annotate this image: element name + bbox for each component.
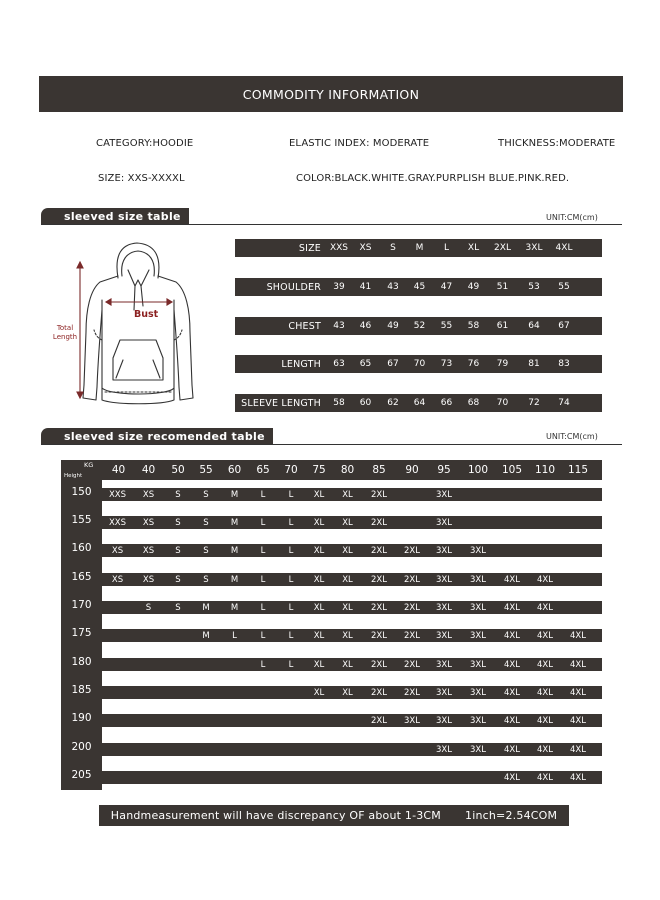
rec-cell: XXS xyxy=(108,489,127,500)
rec-row-190 xyxy=(102,714,602,727)
weight-header: 115 xyxy=(567,464,589,476)
rec-cell: S xyxy=(175,574,181,585)
rec-row-200 xyxy=(102,743,602,756)
weight-header: 65 xyxy=(256,464,270,476)
rec-cell: M xyxy=(230,517,239,528)
rec-cell: XL xyxy=(342,574,353,585)
rec-cell: 2XL xyxy=(371,489,387,500)
rec-row-160 xyxy=(102,544,602,557)
rec-cell: 3XL xyxy=(436,744,452,755)
banner-title: COMMODITY INFORMATION xyxy=(242,86,420,102)
weight-header: 60 xyxy=(227,464,242,476)
rec-cell: 4XL xyxy=(537,630,553,641)
size-cell: 63 xyxy=(333,359,345,369)
rec-cell: 3XL xyxy=(436,545,452,556)
size-row-label: SLEEVE LENGTH xyxy=(241,397,321,409)
rec-cell: L xyxy=(260,489,266,500)
rec-cell: 2XL xyxy=(371,630,387,641)
rec-cell: XL xyxy=(313,545,325,556)
weight-header: 80 xyxy=(340,464,355,476)
size-row-size xyxy=(235,239,602,257)
measurement-note xyxy=(99,805,569,826)
rec-cell: L xyxy=(288,545,294,556)
size-cell: L xyxy=(443,243,449,253)
rec-cell: XS xyxy=(142,489,155,500)
rec-cell: 2XL xyxy=(371,659,387,670)
size-row-shoulder xyxy=(235,278,602,296)
rec-cell: 4XL xyxy=(504,602,520,613)
size-table-rule xyxy=(41,224,622,225)
size-cell: 73 xyxy=(440,359,453,369)
rec-cell: XL xyxy=(313,489,325,500)
rec-cell: 3XL xyxy=(436,659,452,670)
rec-cell: 4XL xyxy=(504,574,520,585)
size-table-tab-label: sleeved size table xyxy=(64,210,181,223)
size-range-info: SIZE: XXS-XXXXL xyxy=(98,173,185,184)
size-cell: 70 xyxy=(496,398,509,408)
size-cell: 60 xyxy=(359,398,372,408)
weight-header: 55 xyxy=(199,464,213,476)
rec-cell: L xyxy=(260,602,266,613)
rec-cell: XL xyxy=(313,602,325,613)
inch-conversion: 1inch=2.54COM xyxy=(465,809,558,822)
size-row-label: LENGTH xyxy=(281,358,321,370)
weight-header: 100 xyxy=(467,464,489,476)
total-length-label-line2: Length xyxy=(52,333,78,341)
rec-row-175 xyxy=(102,629,602,642)
rec-cell: XL xyxy=(313,630,325,641)
rec-cell: 4XL xyxy=(537,772,553,783)
rec-cell: 4XL xyxy=(537,659,553,670)
rec-cell: M xyxy=(230,545,239,556)
rec-cell: L xyxy=(288,659,294,670)
rec-cell: 4XL xyxy=(570,715,586,726)
rec-cell: L xyxy=(260,574,266,585)
rec-cell: 3XL xyxy=(436,517,452,528)
rec-cell: 2XL xyxy=(404,574,420,585)
rec-cell: 3XL xyxy=(470,744,486,755)
rec-cell: 4XL xyxy=(504,744,520,755)
size-cell: 4XL xyxy=(555,243,573,253)
weight-header: 40 xyxy=(141,464,156,476)
weight-header: 95 xyxy=(437,464,451,476)
rec-cell: 3XL xyxy=(404,715,420,726)
rec-cell: S xyxy=(203,517,209,528)
rec-table-tab-label: sleeved size recomended table xyxy=(64,430,265,443)
size-cell: 76 xyxy=(467,359,480,369)
size-cell: S xyxy=(390,243,396,253)
size-cell: 51 xyxy=(496,282,509,292)
rec-cell: 4XL xyxy=(504,659,520,670)
rec-cell: L xyxy=(260,517,266,528)
rec-cell: 4XL xyxy=(537,687,553,698)
rec-cell: 2XL xyxy=(404,687,420,698)
size-cell: 58 xyxy=(467,321,480,331)
rec-cell: 4XL xyxy=(504,772,520,783)
rec-row-180 xyxy=(102,658,602,671)
size-cell: 72 xyxy=(528,398,540,408)
rec-cell: L xyxy=(288,489,294,500)
rec-cell: 2XL xyxy=(371,715,387,726)
rec-cell: 2XL xyxy=(371,602,387,613)
size-cell: 55 xyxy=(440,321,453,331)
rec-cell: XL xyxy=(342,489,353,500)
rec-table-rule xyxy=(41,444,622,445)
rec-cell: 3XL xyxy=(436,630,452,641)
rec-cell: L xyxy=(288,574,294,585)
rec-cell: XS xyxy=(142,574,155,585)
height-value: 150 xyxy=(71,486,92,498)
rec-cell: 4XL xyxy=(504,630,520,641)
weight-header: 85 xyxy=(372,464,386,476)
size-cell: 3XL xyxy=(525,243,543,253)
rec-cell: XS xyxy=(111,545,124,556)
size-cell: 49 xyxy=(467,282,480,292)
rec-cell: 3XL xyxy=(436,602,452,613)
rec-cell: S xyxy=(175,517,181,528)
size-cell: 67 xyxy=(558,321,570,331)
rec-row-170 xyxy=(102,601,602,614)
height-value: 180 xyxy=(71,656,92,668)
weight-header: 70 xyxy=(284,464,298,476)
rec-cell: 2XL xyxy=(404,602,420,613)
color-info: COLOR:BLACK.WHITE.GRAY.PURPLISH BLUE.PINK.RED. xyxy=(296,173,570,184)
rec-cell: 2XL xyxy=(404,659,420,670)
kg-label: KG xyxy=(84,461,94,469)
rec-cell: XL xyxy=(342,687,353,698)
rec-row-155 xyxy=(102,516,602,529)
rec-cell: 2XL xyxy=(404,630,420,641)
rec-cell: L xyxy=(232,630,237,641)
rec-cell: L xyxy=(288,630,294,641)
rec-cell: 2XL xyxy=(371,545,387,556)
size-cell: 61 xyxy=(496,321,509,331)
rec-cell: 2XL xyxy=(371,574,387,585)
rec-cell: 3XL xyxy=(436,489,452,500)
rec-cell: 4XL xyxy=(570,687,586,698)
rec-cell: L xyxy=(288,602,294,613)
rec-cell: XXS xyxy=(108,517,127,528)
weight-header-row xyxy=(61,460,602,480)
size-table-unit: UNIT:CM(cm) xyxy=(546,213,598,222)
rec-cell: XL xyxy=(342,545,353,556)
size-cell: 49 xyxy=(387,321,399,331)
size-row-label: CHEST xyxy=(288,320,321,332)
size-cell: 65 xyxy=(359,359,372,369)
size-cell: 66 xyxy=(440,398,453,408)
size-cell: 62 xyxy=(387,398,399,408)
height-value: 170 xyxy=(71,599,92,611)
rec-cell: M xyxy=(202,602,210,613)
size-cell: M xyxy=(415,243,424,253)
size-cell: 47 xyxy=(440,282,453,292)
elastic-info: ELASTIC INDEX: MODERATE xyxy=(289,138,430,149)
rec-cell: 4XL xyxy=(537,715,553,726)
rec-cell: S xyxy=(175,545,181,556)
rec-cell: 3XL xyxy=(436,715,452,726)
size-cell: XS xyxy=(359,243,372,253)
rec-cell: M xyxy=(230,489,239,500)
rec-cell: S xyxy=(203,545,209,556)
size-row-chest xyxy=(235,317,602,335)
rec-cell: S xyxy=(203,574,209,585)
rec-cell: 4XL xyxy=(570,659,586,670)
rec-cell: 3XL xyxy=(470,659,486,670)
rec-cell: S xyxy=(175,489,181,500)
height-value: 190 xyxy=(71,712,92,724)
category-info: CATEGORY:HOODIE xyxy=(96,138,194,149)
rec-cell: 3XL xyxy=(470,574,486,585)
height-value: 200 xyxy=(71,741,92,753)
rec-cell: XS xyxy=(111,574,124,585)
rec-cell: S xyxy=(175,602,181,613)
rec-cell: M xyxy=(230,602,239,613)
size-row-sleeve-length xyxy=(235,394,602,412)
size-cell: XL xyxy=(467,243,480,253)
weight-header: 40 xyxy=(111,464,126,476)
rec-cell: 3XL xyxy=(470,602,486,613)
size-cell: 83 xyxy=(558,359,570,369)
rec-cell: 3XL xyxy=(436,687,452,698)
height-value: 165 xyxy=(71,571,92,583)
rec-cell: L xyxy=(260,630,266,641)
size-cell: 43 xyxy=(387,282,399,292)
size-row-label: SIZE xyxy=(298,242,321,254)
size-cell: 43 xyxy=(333,321,345,331)
weight-header: 110 xyxy=(534,464,556,476)
rec-cell: XS xyxy=(142,517,155,528)
rec-cell: XL xyxy=(342,659,353,670)
size-cell: 64 xyxy=(528,321,540,331)
rec-cell: 2XL xyxy=(371,517,387,528)
size-table-tab xyxy=(41,208,189,225)
size-cell: XXS xyxy=(329,243,349,253)
rec-cell: XL xyxy=(342,517,353,528)
bust-label: Bust xyxy=(134,309,159,320)
thickness-info: THICKNESS:MODERATE xyxy=(498,138,616,149)
rec-cell: S xyxy=(145,602,152,613)
rec-cell: 3XL xyxy=(470,715,486,726)
size-cell: 2XL xyxy=(494,243,511,253)
height-value: 175 xyxy=(71,627,92,639)
size-cell: 81 xyxy=(528,359,540,369)
rec-cell: XL xyxy=(313,687,325,698)
size-cell: 64 xyxy=(413,398,426,408)
rec-cell: 3XL xyxy=(470,630,486,641)
total-length-label-line1: Total xyxy=(56,324,74,332)
rec-cell: 4XL xyxy=(570,744,586,755)
size-cell: 79 xyxy=(496,359,509,369)
size-row-length xyxy=(235,355,602,373)
rec-cell: L xyxy=(288,517,294,528)
rec-cell: 4XL xyxy=(537,744,553,755)
size-cell: 67 xyxy=(387,359,399,369)
rec-cell: XS xyxy=(142,545,155,556)
rec-cell: 2XL xyxy=(404,545,420,556)
size-cell: 45 xyxy=(413,282,426,292)
rec-cell: XL xyxy=(313,517,325,528)
rec-cell: 4XL xyxy=(537,602,553,613)
rec-table-unit: UNIT:CM(cm) xyxy=(546,432,598,441)
rec-cell: 4XL xyxy=(570,630,586,641)
rec-cell: 4XL xyxy=(570,772,586,783)
commodity-info-banner xyxy=(39,76,623,112)
weight-header: 105 xyxy=(501,464,523,476)
weight-header: 90 xyxy=(405,464,419,476)
rec-cell: L xyxy=(260,659,266,670)
rec-cell: 3XL xyxy=(436,574,452,585)
size-cell: 41 xyxy=(359,282,372,292)
size-cell: 58 xyxy=(333,398,345,408)
height-label: Height xyxy=(64,473,83,479)
rec-cell: XL xyxy=(313,659,325,670)
rec-cell: XL xyxy=(342,602,353,613)
size-row-label: SHOULDER xyxy=(266,281,321,293)
height-value: 205 xyxy=(71,769,92,781)
size-cell: 74 xyxy=(558,398,570,408)
rec-cell: 4XL xyxy=(504,715,520,726)
weight-header: 50 xyxy=(171,464,185,476)
rec-cell: 2XL xyxy=(371,687,387,698)
rec-row-185 xyxy=(102,686,602,699)
rec-cell: 3XL xyxy=(470,545,486,556)
rec-cell: S xyxy=(203,489,209,500)
rec-cell: XL xyxy=(313,574,325,585)
size-cell: 53 xyxy=(528,282,540,292)
weight-header: 75 xyxy=(312,464,326,476)
rec-row-165 xyxy=(102,573,602,586)
height-value: 160 xyxy=(71,542,92,554)
rec-cell: M xyxy=(202,630,210,641)
rec-cell: XL xyxy=(342,630,353,641)
height-value: 155 xyxy=(71,514,92,526)
rec-table-tab xyxy=(41,428,273,445)
rec-cell: L xyxy=(260,545,266,556)
total-length-label xyxy=(52,324,78,342)
size-cell: 46 xyxy=(359,321,372,331)
size-cell: 55 xyxy=(558,282,570,292)
height-value: 185 xyxy=(71,684,92,696)
size-cell: 39 xyxy=(333,282,345,292)
rec-row-205 xyxy=(102,771,602,784)
rec-cell: 3XL xyxy=(470,687,486,698)
rec-row-150 xyxy=(102,488,602,501)
rec-cell: M xyxy=(230,574,239,585)
size-cell: 68 xyxy=(467,398,480,408)
rec-cell: 4XL xyxy=(537,574,553,585)
rec-cell: 4XL xyxy=(504,687,520,698)
size-cell: 52 xyxy=(413,321,426,331)
discrepancy-note: Handmeasurement will have discrepancy OF about 1-3CM xyxy=(110,809,442,822)
size-cell: 70 xyxy=(413,359,426,369)
